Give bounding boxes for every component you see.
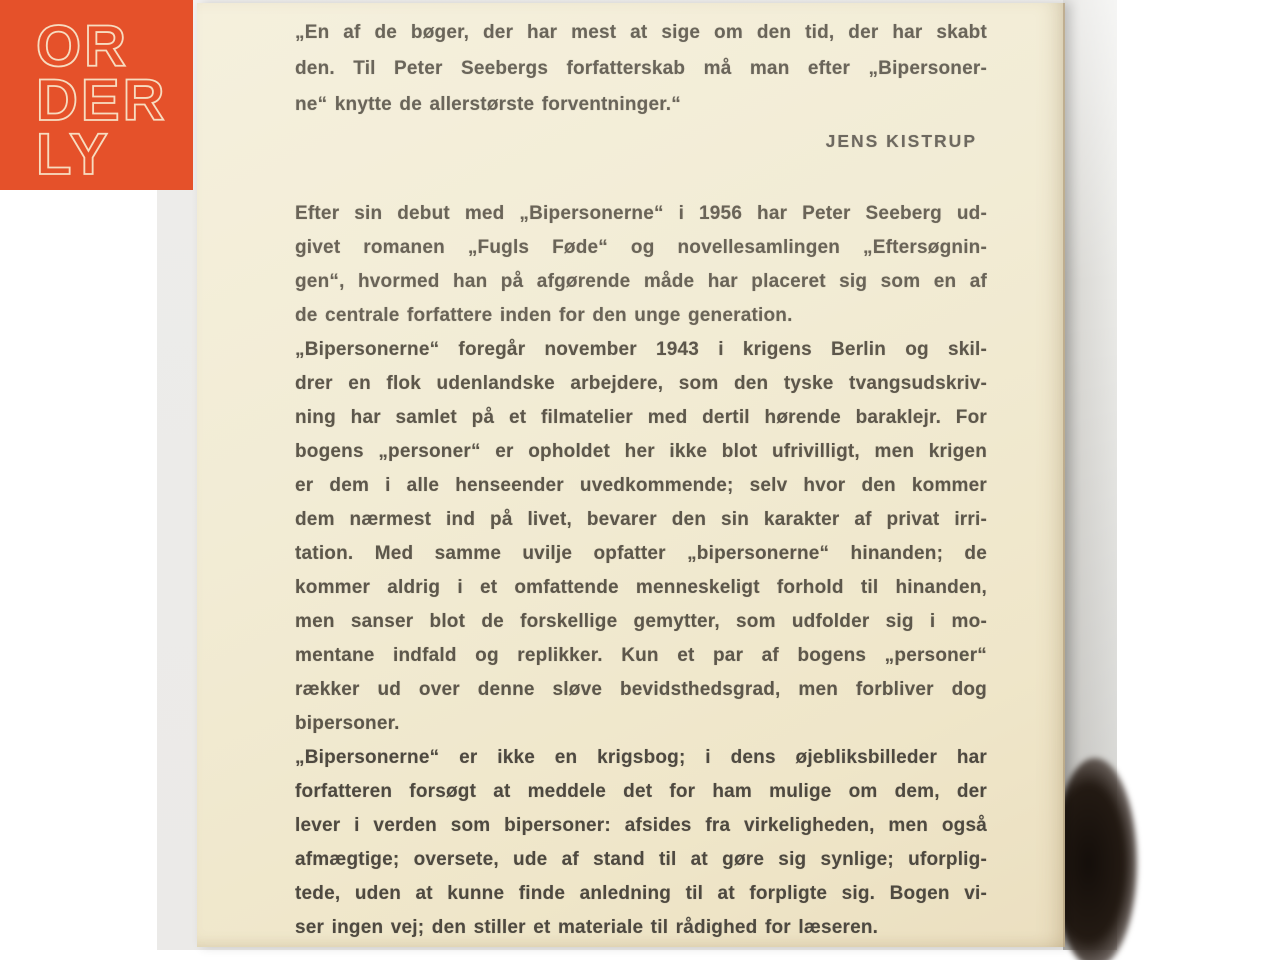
text-line: den. Til Peter Seebergs forfatterskab må man efter „Bipersoner- — [295, 58, 987, 79]
review-quote-block — [295, 15, 987, 156]
text-line: dem nærmest ind på livet, bevarer den sin karakter af privat irri- — [295, 509, 987, 530]
text-line: lever i verden som bipersoner: afsides fra virkeligheden, men også — [295, 815, 987, 836]
orderly-logo-lettering — [0, 0, 193, 190]
orderly-logo — [0, 0, 193, 190]
text-line: kommer aldrig i et omfattende menneskeligt forhold til hinanden, — [295, 577, 987, 598]
text-line: rækker ud over denne sløve bevidsthedsgrad, men forbliver dog — [295, 679, 987, 700]
quote-attribution: JENS KISTRUP — [825, 131, 977, 151]
quote-lines — [295, 15, 987, 123]
text-line: forfatteren forsøgt at meddele det for ham mulige om dem, der — [295, 781, 987, 802]
text-line: Efter sin debut med „Bipersonerne“ i 1956 har Peter Seeberg ud- — [295, 203, 987, 224]
logo-row-2: DER — [36, 68, 168, 133]
text-line: givet romanen „Fugls Føde“ og novellesamlingen „Eftersøgnin- — [295, 237, 987, 258]
text-line: afmægtige; oversete, ude af stand til at gøre sig synlige; uforplig- — [295, 849, 987, 870]
text-line: „Bipersonerne“ foregår november 1943 i krigens Berlin og skil- — [295, 339, 987, 360]
text-line: bogens „personer“ er opholdet her ikke blot ufrivilligt, men krigen — [295, 441, 987, 462]
book-back-cover-page — [197, 3, 1065, 947]
text-line: „En af de bøger, der har mest at sige om den tid, der har skabt — [295, 22, 987, 43]
book-photo — [157, 0, 1117, 950]
paragraph — [295, 741, 987, 945]
text-line: tation. Med samme uvilje opfatter „bipersonerne“ hinanden; de — [295, 543, 987, 564]
logo-row-1: OR — [36, 14, 129, 79]
text-line: tede, uden at kunne finde anledning til at forpligte sig. Bogen vi- — [295, 883, 987, 904]
paragraph — [295, 197, 987, 333]
text-line: mentane indfald og replikker. Kun et par af bogens „personer“ — [295, 645, 987, 666]
text-line: „Bipersonerne“ er ikke en krigsbog; i dens øjebliksbilleder har — [295, 747, 987, 768]
text-line: bipersoner. — [295, 713, 400, 734]
blurb-text-block — [295, 197, 987, 945]
text-line: er dem i alle henseender uvedkommende; selv hvor den kommer — [295, 475, 987, 496]
text-line: ne“ knytte de allerstørste forventninger.“ — [295, 94, 681, 115]
text-line: gen“, hvormed han på afgørende måde har placeret sig som en af — [295, 271, 987, 292]
logo-row-3: LY — [36, 122, 111, 187]
text-line: men sanser blot de forskellige gemytter, som udfolder sig i mo- — [295, 611, 987, 632]
dark-round-object — [1053, 758, 1137, 960]
text-line: ning har samlet på et filmatelier med dertil hørende baraklejr. For — [295, 407, 987, 428]
text-line: de centrale forfattere inden for den unge generation. — [295, 305, 793, 326]
text-line: drer en flok udenlandske arbejdere, som den tyske tvangsudskriv- — [295, 373, 987, 394]
paragraph — [295, 333, 987, 741]
text-line: ser ingen vej; den stiller et materiale til rådighed for læseren. — [295, 917, 879, 938]
